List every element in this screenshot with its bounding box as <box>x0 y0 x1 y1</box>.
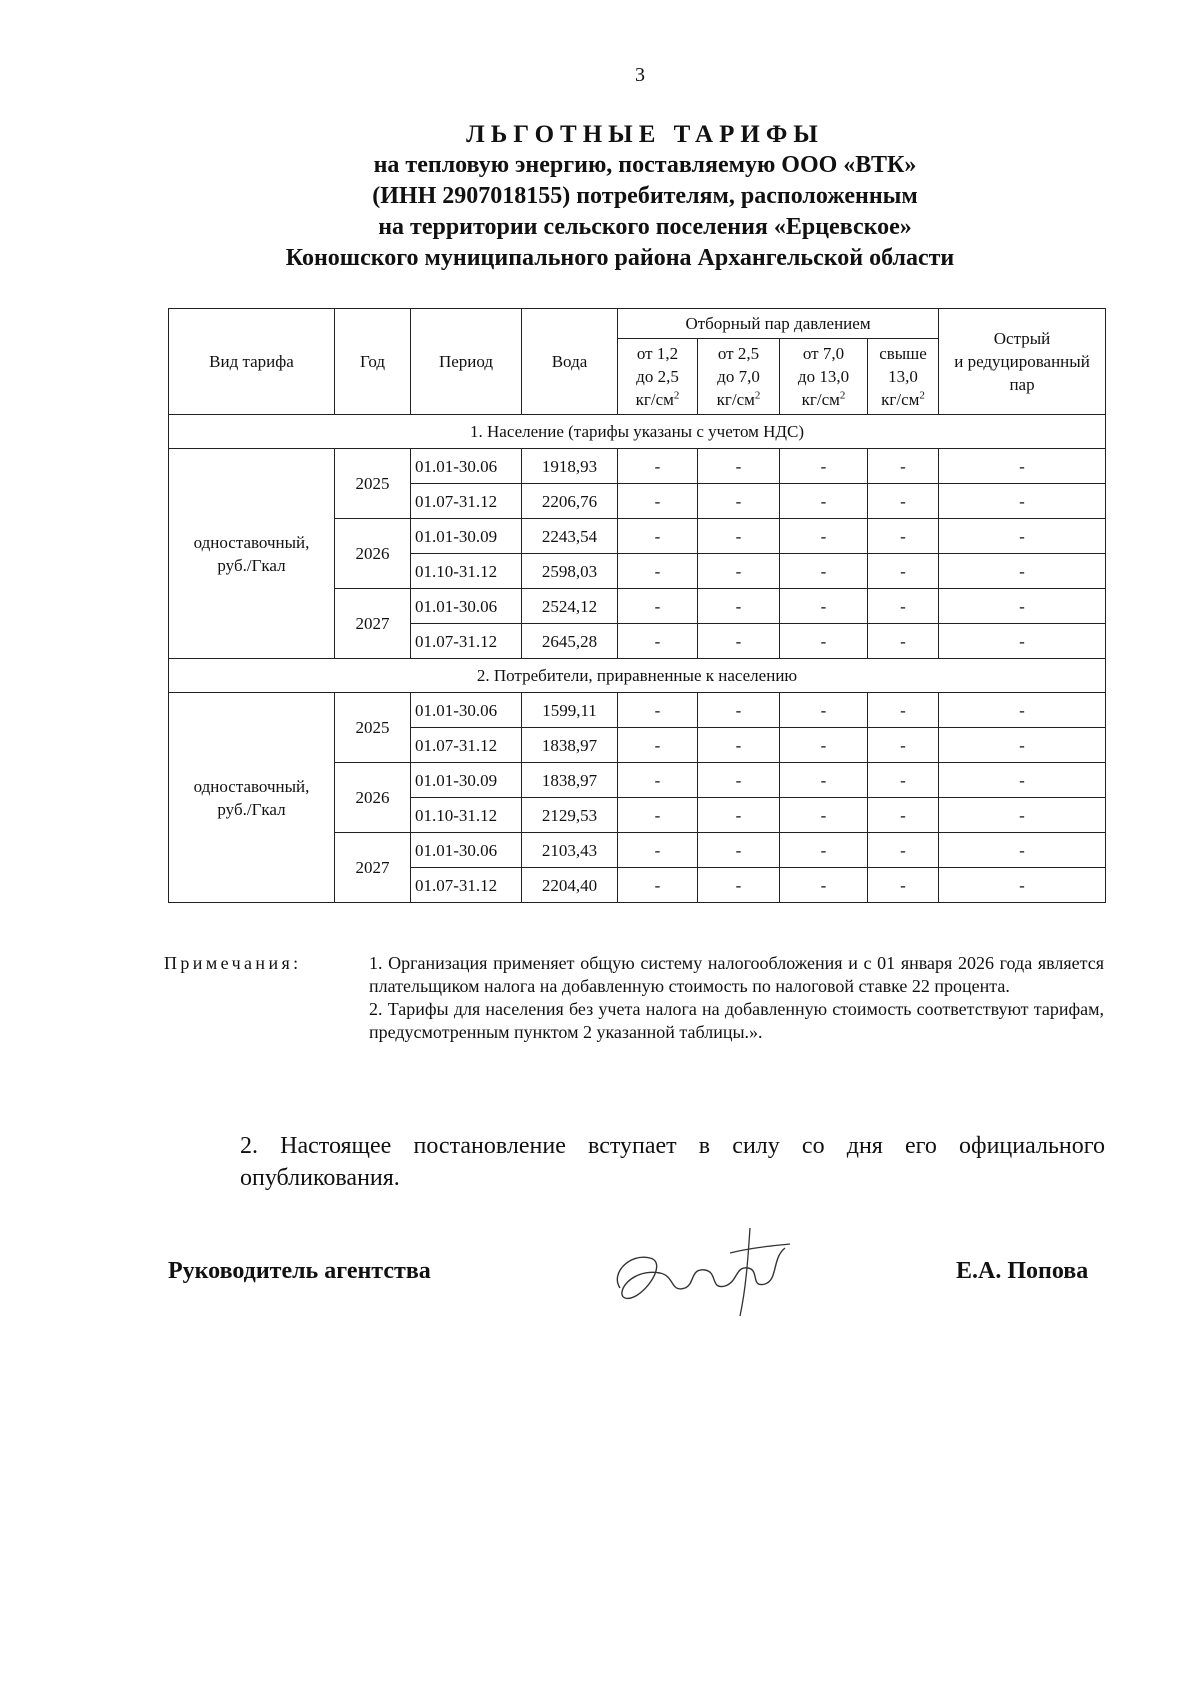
sharp-steam-cell: - <box>939 728 1106 763</box>
steam-cell: - <box>868 519 939 554</box>
steam-cell: - <box>698 693 780 728</box>
table-row <box>169 449 1106 484</box>
header-sharp-line: пар <box>1009 375 1035 394</box>
tariff-type-cell <box>169 693 335 903</box>
unit-sup: 2 <box>919 389 925 402</box>
header-steam-unit <box>868 388 938 411</box>
sharp-steam-cell: - <box>939 833 1106 868</box>
unit-text: кг/см <box>801 390 840 409</box>
header-steam-unit <box>698 388 779 411</box>
water-cell: 1838,97 <box>522 763 618 798</box>
notes-body <box>369 952 1104 1044</box>
steam-cell: - <box>698 484 780 519</box>
steam-cell: - <box>618 484 698 519</box>
sharp-steam-cell: - <box>939 798 1106 833</box>
decree-text: 2. Настоящее постановление вступает в силу со дня его официального опубликования. <box>240 1133 1105 1191</box>
sharp-steam-cell: - <box>939 554 1106 589</box>
steam-cell: - <box>780 728 868 763</box>
document-title <box>0 120 1200 274</box>
section-row <box>169 659 1106 693</box>
water-cell: 2129,53 <box>522 798 618 833</box>
steam-cell: - <box>618 728 698 763</box>
steam-cell: - <box>868 484 939 519</box>
water-cell: 2204,40 <box>522 868 618 903</box>
year-cell: 2026 <box>335 763 411 833</box>
steam-cell: - <box>698 589 780 624</box>
table-row <box>169 693 1106 728</box>
steam-cell: - <box>698 763 780 798</box>
water-cell: 2524,12 <box>522 589 618 624</box>
header-sharp-line: Острый <box>993 329 1051 348</box>
header-period: Период <box>411 309 522 415</box>
steam-cell: - <box>780 833 868 868</box>
steam-cell: - <box>868 624 939 659</box>
title-heading: ЛЬГОТНЫЕ ТАРИФЫ <box>466 121 824 148</box>
tariff-type-line: одноставочный, <box>193 532 310 552</box>
header-steam-line: от 1,2 <box>636 344 679 363</box>
water-cell: 2645,28 <box>522 624 618 659</box>
water-cell: 1599,11 <box>522 693 618 728</box>
unit-text: кг/см <box>635 390 674 409</box>
steam-cell: - <box>698 798 780 833</box>
steam-cell: - <box>618 833 698 868</box>
tariff-type-line: руб./Гкал <box>217 799 286 819</box>
header-steam-col <box>780 339 868 415</box>
unit-sup: 2 <box>754 389 761 402</box>
handwritten-signature <box>600 1218 800 1318</box>
period-cell: 01.01-30.09 <box>411 763 522 798</box>
header-steam-col <box>698 339 780 415</box>
period-cell: 01.10-31.12 <box>411 798 522 833</box>
sharp-steam-cell: - <box>939 693 1106 728</box>
title-line: на территории сельского поселения «Ерцевское» <box>378 214 912 240</box>
steam-cell: - <box>868 868 939 903</box>
unit-sup: 2 <box>673 389 680 402</box>
water-cell: 2206,76 <box>522 484 618 519</box>
period-cell: 01.01-30.06 <box>411 693 522 728</box>
header-steam-line: до 2,5 <box>636 367 679 386</box>
note-item: 2. Тарифы для населения без учета налога на добавленную стоимость соответствуют тарифам, предусмотренным пунктом 2 указанной таблицы.». <box>369 999 1104 1042</box>
note-item: 1. Организация применяет общую систему налогообложения и с 01 января 2026 года является плательщиком налога на добавленную стоимость по налоговой ставке 22 процента. <box>369 953 1104 996</box>
unit-text: кг/см <box>881 390 920 409</box>
sharp-steam-cell: - <box>939 763 1106 798</box>
sharp-steam-cell: - <box>939 589 1106 624</box>
steam-cell: - <box>868 554 939 589</box>
header-steam-unit <box>618 388 697 411</box>
header-steam-line: свыше <box>879 344 927 363</box>
decree-paragraph <box>168 1130 1105 1194</box>
period-cell: 01.07-31.12 <box>411 728 522 763</box>
steam-cell: - <box>868 728 939 763</box>
section-title: 1. Население (тарифы указаны с учетом НДС) <box>169 415 1106 449</box>
steam-cell: - <box>698 833 780 868</box>
title-line: на тепловую энергию, поставляемую ООО «ВТК» <box>373 152 917 178</box>
page-number: 3 <box>635 64 645 86</box>
header-water: Вода <box>522 309 618 415</box>
period-cell: 01.01-30.06 <box>411 833 522 868</box>
steam-cell: - <box>618 798 698 833</box>
steam-cell: - <box>780 519 868 554</box>
steam-cell: - <box>698 728 780 763</box>
notes-label: Примечания: <box>164 953 302 973</box>
year-cell: 2025 <box>335 449 411 519</box>
period-cell: 01.01-30.06 <box>411 449 522 484</box>
section-row <box>169 415 1106 449</box>
steam-cell: - <box>780 624 868 659</box>
year-cell: 2027 <box>335 589 411 659</box>
steam-cell: - <box>698 868 780 903</box>
sharp-steam-cell: - <box>939 519 1106 554</box>
tariff-type-cell <box>169 449 335 659</box>
period-cell: 01.10-31.12 <box>411 554 522 589</box>
water-cell: 2103,43 <box>522 833 618 868</box>
steam-cell: - <box>698 624 780 659</box>
steam-cell: - <box>618 519 698 554</box>
steam-cell: - <box>698 519 780 554</box>
steam-cell: - <box>780 693 868 728</box>
section-title: 2. Потребители, приравненные к населению <box>169 659 1106 693</box>
year-cell: 2025 <box>335 693 411 763</box>
tariff-type-line: руб./Гкал <box>217 555 286 575</box>
sharp-steam-cell: - <box>939 624 1106 659</box>
year-cell: 2027 <box>335 833 411 903</box>
period-cell: 01.01-30.09 <box>411 519 522 554</box>
signer-position: Руководитель агентства <box>168 1258 431 1284</box>
steam-cell: - <box>618 554 698 589</box>
header-steam-col <box>618 339 698 415</box>
header-steam-line: от 7,0 <box>802 344 845 363</box>
header-sharp-steam <box>939 309 1106 415</box>
year-cell: 2026 <box>335 519 411 589</box>
steam-cell: - <box>780 763 868 798</box>
header-steam-line: 13,0 <box>888 367 918 386</box>
steam-cell: - <box>780 554 868 589</box>
period-cell: 01.07-31.12 <box>411 624 522 659</box>
steam-cell: - <box>780 868 868 903</box>
sharp-steam-cell: - <box>939 868 1106 903</box>
period-cell: 01.07-31.12 <box>411 868 522 903</box>
steam-cell: - <box>780 449 868 484</box>
steam-cell: - <box>618 589 698 624</box>
header-year: Год <box>335 309 411 415</box>
steam-cell: - <box>868 763 939 798</box>
header-steam-group: Отборный пар давлением <box>618 309 939 339</box>
steam-cell: - <box>868 833 939 868</box>
steam-cell: - <box>780 798 868 833</box>
water-cell: 1918,93 <box>522 449 618 484</box>
steam-cell: - <box>868 798 939 833</box>
sharp-steam-cell: - <box>939 449 1106 484</box>
unit-sup: 2 <box>839 389 846 402</box>
steam-cell: - <box>618 449 698 484</box>
header-sharp-line: и редуцированный <box>954 352 1090 371</box>
header-steam-unit <box>780 388 867 411</box>
header-steam-line: от 2,5 <box>717 344 760 363</box>
steam-cell: - <box>780 589 868 624</box>
header-steam-line: до 7,0 <box>717 367 760 386</box>
period-cell: 01.01-30.06 <box>411 589 522 624</box>
header-tariff-type: Вид тарифа <box>169 309 335 415</box>
steam-cell: - <box>780 484 868 519</box>
header-steam-line: до 13,0 <box>797 367 850 386</box>
tariffs-table <box>168 308 1106 903</box>
sharp-steam-cell: - <box>939 484 1106 519</box>
steam-cell: - <box>618 763 698 798</box>
water-cell: 2243,54 <box>522 519 618 554</box>
steam-cell: - <box>868 589 939 624</box>
period-cell: 01.07-31.12 <box>411 484 522 519</box>
unit-text: кг/см <box>716 390 755 409</box>
title-line: Коношского муниципального района Архангельской области <box>285 245 955 271</box>
steam-cell: - <box>868 693 939 728</box>
tariff-type-line: одноставочный, <box>193 776 310 796</box>
signer-name: Е.А. Попова <box>956 1258 1089 1284</box>
water-cell: 1838,97 <box>522 728 618 763</box>
title-line: (ИНН 2907018155) потребителям, расположенным <box>372 183 918 209</box>
steam-cell: - <box>618 624 698 659</box>
steam-cell: - <box>868 449 939 484</box>
water-cell: 2598,03 <box>522 554 618 589</box>
steam-cell: - <box>618 868 698 903</box>
steam-cell: - <box>698 554 780 589</box>
header-steam-col <box>868 339 939 415</box>
steam-cell: - <box>698 449 780 484</box>
steam-cell: - <box>618 693 698 728</box>
